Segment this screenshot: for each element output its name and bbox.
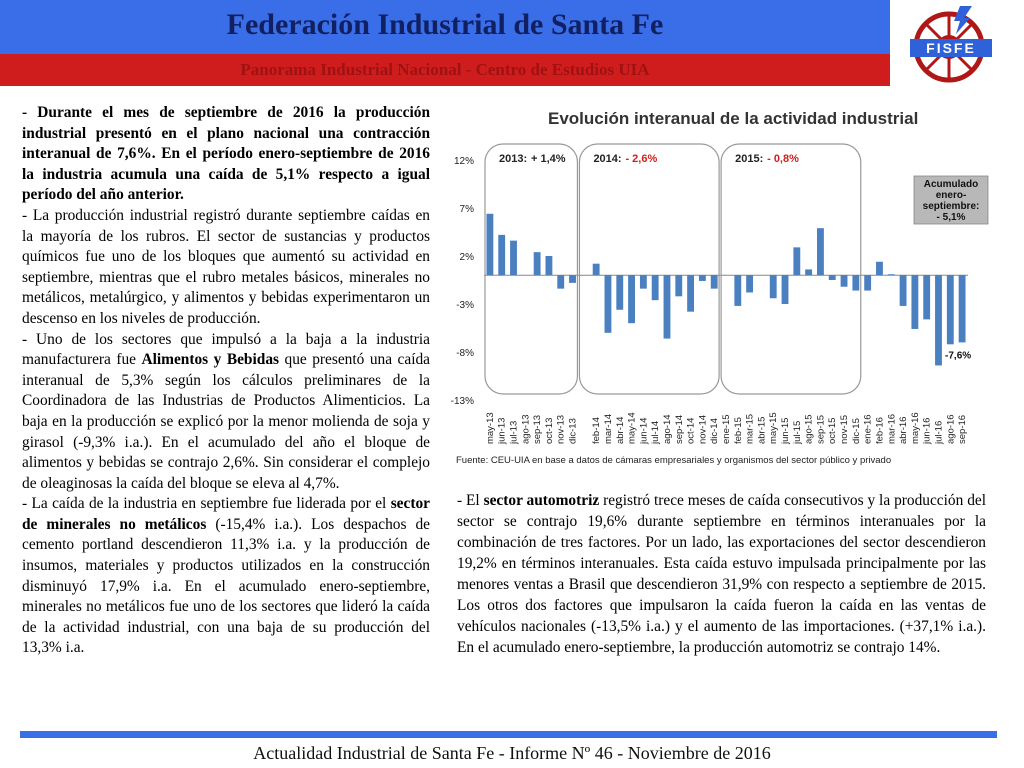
x-tick-label: jul-14 — [650, 420, 662, 444]
bar — [841, 275, 848, 287]
fisfe-logo — [900, 4, 1018, 88]
bar — [628, 275, 635, 323]
x-tick-label: jun-16 — [921, 417, 933, 444]
x-tick-label: sep-16 — [957, 414, 969, 444]
left-column-text — [22, 103, 430, 659]
footer-text: Actualidad Industrial de Santa Fe - Informe Nº 46 - Noviembre de 2016 — [253, 743, 771, 763]
x-tick-label: oct-13 — [543, 417, 555, 444]
bar — [782, 275, 789, 304]
bar — [569, 275, 576, 283]
x-tick-label: jun-14 — [638, 417, 650, 444]
x-tick-label: oct-14 — [685, 417, 697, 444]
paragraph-rubros: - La producción industrial registró durante septiembre caídas en la mayoría de los rubros. El sector de sustancias y productos químicos fue uno de los bloques que aumentó su actividad en septiembre, mientras que el rubro metales básicos, minerales no metálicos, metalúrgico, y alimentos y bebidas experimentaron un descenso en los niveles de producción. — [22, 206, 430, 327]
bar — [687, 275, 694, 311]
bar — [923, 275, 930, 319]
bar — [711, 275, 718, 288]
x-tick-label: abr-15 — [756, 416, 768, 444]
annotation-value: + 1,4% — [531, 153, 566, 165]
bar — [498, 235, 505, 275]
bar — [699, 275, 706, 281]
bar — [817, 228, 824, 275]
x-tick-label: jun-15 — [780, 417, 792, 444]
bar — [734, 275, 741, 306]
annotation-year: 2014: — [593, 153, 622, 165]
last-value-label: -7,6% — [945, 350, 972, 362]
y-tick-label: 7% — [459, 204, 474, 215]
bar — [616, 275, 623, 310]
accumulated-box-line: enero- — [935, 190, 967, 201]
text-span: que presentó una caída interanual de 5,3% según los cálculos preliminares de la Coordinadora de las Industrias de Productos Alimenticios. La baja en la producción se explicó por la menor molienda de soja y girasol (-9,3% i.a.). En el acumulado del año el bloque de alimentos y bebidas se contrajo 2,6%. Sin considerar el complejo de oleaginosas la caída del bloque se eleva al 4,7%. — [22, 351, 430, 492]
bar — [900, 275, 907, 306]
x-tick-label: oct-15 — [827, 417, 839, 444]
footer-bar — [20, 731, 997, 738]
bar — [888, 274, 895, 275]
activity-chart — [448, 96, 1004, 476]
bar — [605, 275, 612, 333]
paragraph-alimentos — [22, 330, 430, 495]
bar — [935, 275, 942, 365]
bar — [557, 275, 564, 288]
x-tick-label: ago-16 — [945, 414, 957, 444]
x-tick-label: nov-13 — [555, 414, 567, 444]
bar — [534, 252, 541, 275]
accumulated-box-line: septiembre: — [922, 201, 980, 212]
chart-title: Evolución interanual de la actividad industrial — [548, 109, 919, 128]
y-tick-label: 12% — [453, 156, 474, 167]
bar — [546, 256, 553, 275]
bar — [911, 275, 918, 329]
chart-source: Fuente: CEU-UIA en base a datos de cámaras empresariales y organismos del sector público y privado — [456, 455, 892, 466]
x-tick-label: may-15 — [768, 412, 780, 444]
annotation-year: 2013: — [499, 153, 528, 165]
text-bold: Alimentos y Bebidas — [141, 351, 280, 369]
x-tick-label: may-13 — [484, 412, 496, 444]
bar — [510, 241, 517, 276]
bar — [793, 247, 800, 275]
x-tick-label: feb-15 — [732, 417, 744, 444]
x-tick-label: ago-13 — [520, 414, 532, 444]
text-span: - El — [457, 492, 484, 509]
text-bold: sector de minerales no metálicos — [22, 495, 430, 533]
bar — [486, 214, 493, 275]
year-group-frame — [721, 144, 861, 394]
text-bold: sector automotriz — [483, 492, 600, 509]
bar — [652, 275, 659, 300]
x-tick-label: mar-16 — [886, 413, 898, 444]
x-tick-label: sep-14 — [673, 414, 685, 444]
y-tick-label: -13% — [450, 396, 474, 407]
paragraph-summary: - Durante el mes de septiembre de 2016 la producción industrial presentó en el plano nacional una contracción interanual de 7,6%. En el período enero-septiembre de 2016 la industria acumula una caída de 5,1% respecto a igual período del año anterior. — [22, 104, 430, 204]
x-tick-label: dic-13 — [567, 418, 579, 444]
bar — [664, 275, 671, 338]
x-tick-label: sep-15 — [815, 414, 827, 444]
x-tick-label: feb-16 — [874, 417, 886, 444]
text-span: registró trece meses de caída consecutivos y la producción del sector se contrajo 19,6% durante septiembre en términos interanuales por la combinación de tres factores. Por un lado, las exportaciones del sector descendieron 19,2% en términos interanuales. Esta caída estuvo impulsada principalmente por las menores ventas a Brasil que descendieron 31,9% con respecto a septiembre de 2015. Los otros dos factores que impulsaron la caída fueron la caída en las ventas de vehículos nacionales (-13,5% i.a.) y el aumento de las importaciones. (+37,1% i.a.). En el acumulado enero-septiembre, la producción automotriz se contrajo 14%. — [457, 492, 986, 656]
annotation-value: - 2,6% — [625, 153, 658, 165]
bar — [746, 275, 753, 292]
bar — [864, 275, 871, 290]
y-tick-label: 2% — [459, 252, 474, 263]
x-tick-label: abr-14 — [614, 416, 626, 444]
x-tick-label: jul-13 — [508, 420, 520, 444]
bar — [959, 275, 966, 342]
bar — [876, 262, 883, 275]
text-span: - Uno de los sectores que impulsó a la baja a la industria manufacturera fue — [22, 330, 430, 369]
bar — [675, 275, 682, 296]
page-subtitle: Panorama Industrial Nacional - Centro de Estudios UIA — [240, 60, 650, 79]
x-tick-label: jun-13 — [496, 417, 508, 444]
bar — [947, 275, 954, 344]
x-tick-label: jul-16 — [933, 420, 945, 444]
x-tick-label: may-16 — [909, 412, 921, 444]
x-tick-label: ago-15 — [803, 414, 815, 444]
y-tick-label: -8% — [456, 348, 474, 359]
y-tick-label: -3% — [456, 300, 474, 311]
text-span: - La caída de la industria en septiembre fue liderada por el — [22, 495, 391, 513]
bar — [805, 269, 812, 275]
x-tick-label: dic-14 — [709, 418, 721, 444]
x-tick-label: nov-14 — [697, 414, 709, 444]
x-tick-label: may-14 — [626, 412, 638, 444]
bar — [770, 275, 777, 298]
x-tick-label: feb-14 — [591, 417, 603, 444]
x-tick-label: abr-16 — [898, 416, 910, 444]
x-tick-label: jul-15 — [791, 420, 803, 444]
x-tick-label: ene-16 — [862, 414, 874, 444]
x-tick-label: nov-15 — [839, 414, 851, 444]
bar — [829, 275, 836, 280]
paragraph-automotriz — [457, 490, 986, 658]
text-span: (-15,4% i.a.). Los despachos de cemento portland descendieron 11,3% i.a. y la producción de insumos, materiales y productos utilizados en la construcción disminuyó 17,9% i.a. En el acumulado enero-septiembre, minerales no metálicos fue uno de los sectores que lideró la caída de la actividad industrial, con una baja de su producción del 13,3% i.a. — [22, 515, 431, 657]
annotation-value: - 0,8% — [767, 153, 799, 165]
paragraph-minerales — [22, 494, 430, 659]
logo-text: FISFE — [926, 40, 976, 56]
page-title: Federación Industrial de Santa Fe — [226, 8, 664, 41]
x-tick-label: ago-14 — [661, 414, 673, 444]
x-tick-label: mar-15 — [744, 413, 756, 444]
year-group-frame — [579, 144, 719, 394]
accumulated-box-line: Acumulado — [923, 179, 979, 190]
x-tick-label: ene-15 — [721, 414, 732, 444]
right-column-text — [457, 490, 986, 658]
x-tick-label: mar-14 — [602, 413, 614, 444]
x-tick-label: sep-13 — [532, 414, 544, 444]
bar — [593, 264, 600, 276]
annotation-year: 2015: — [735, 153, 764, 165]
accumulated-box-line: - 5,1% — [936, 212, 966, 223]
bar — [640, 275, 647, 288]
bar — [852, 275, 859, 290]
x-tick-label: dic-15 — [850, 418, 862, 444]
